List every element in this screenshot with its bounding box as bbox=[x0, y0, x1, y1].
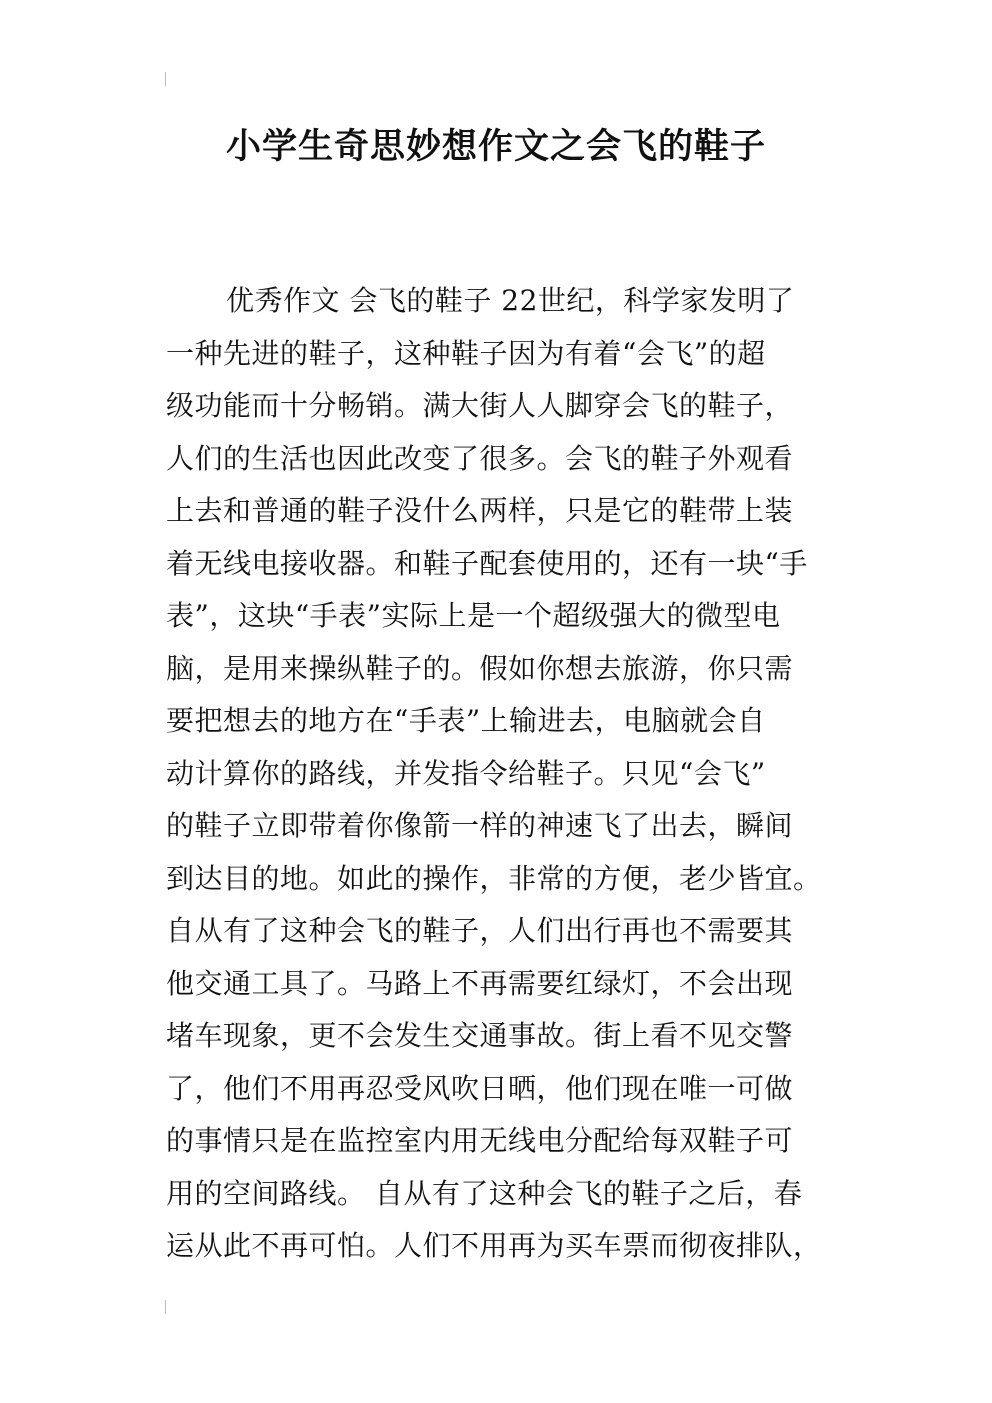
essay-line: 自从有了这种会飞的鞋子，人们出行再也不需要其 bbox=[166, 914, 794, 947]
essay-line: 着无线电接收器。和鞋子配套使用的，还有一块“手 bbox=[166, 546, 808, 580]
page-corner-mark-bottom bbox=[165, 1300, 166, 1314]
essay-line: 一种先进的鞋子，这种鞋子因为有着“会飞”的超 bbox=[166, 336, 766, 370]
essay-line: 他交通工具了。马路上不再需要红绿灯，不会出现 bbox=[166, 966, 794, 1000]
document-title: 小学生奇思妙想作文之会飞的鞋子 bbox=[225, 127, 766, 167]
essay-line: 动计算你的路线，并发指令给鞋子。只见“会飞” bbox=[166, 756, 766, 790]
essay-line: 的事情只是在监控室内用无线电分配给每双鞋子可 bbox=[166, 1124, 794, 1157]
essay-line: 了，他们不用再忍受风吹日晒，他们现在唯一可做 bbox=[166, 1071, 794, 1105]
page-corner-mark-top bbox=[165, 72, 166, 86]
essay-line: 优秀作文 会飞的鞋子 22世纪，科学家发明了 bbox=[226, 284, 795, 317]
essay-line: 人们的生活也因此改变了很多。会飞的鞋子外观看 bbox=[166, 441, 794, 475]
essay-line: 用的空间路线。 自从有了这种会飞的鞋子之后，春 bbox=[166, 1176, 803, 1210]
essay-line: 堵车现象，更不会发生交通事故。街上看不见交警 bbox=[166, 1019, 794, 1052]
essay-line: 要把想去的地方在“手表”上输进去，电脑就会自 bbox=[166, 704, 766, 737]
essay-line: 表”，这块“手表”实际上是一个超级强大的微型电 bbox=[166, 599, 781, 632]
essay-line: 级功能而十分畅销。满大街人人脚穿会飞的鞋子， bbox=[166, 389, 794, 422]
essay-line: 的鞋子立即带着你像箭一样的神速飞了出去，瞬间 bbox=[166, 809, 794, 842]
essay-line: 上去和普通的鞋子没什么两样，只是它的鞋带上装 bbox=[166, 494, 794, 527]
essay-line: 到达目的地。如此的操作，非常的方便，老少皆宜。 bbox=[166, 861, 822, 895]
essay-body bbox=[166, 275, 846, 1273]
essay-line: 运从此不再可怕。人们不用再为买车票而彻夜排队， bbox=[166, 1229, 822, 1262]
essay-line: 脑，是用来操纵鞋子的。假如你想去旅游，你只需 bbox=[166, 651, 794, 685]
